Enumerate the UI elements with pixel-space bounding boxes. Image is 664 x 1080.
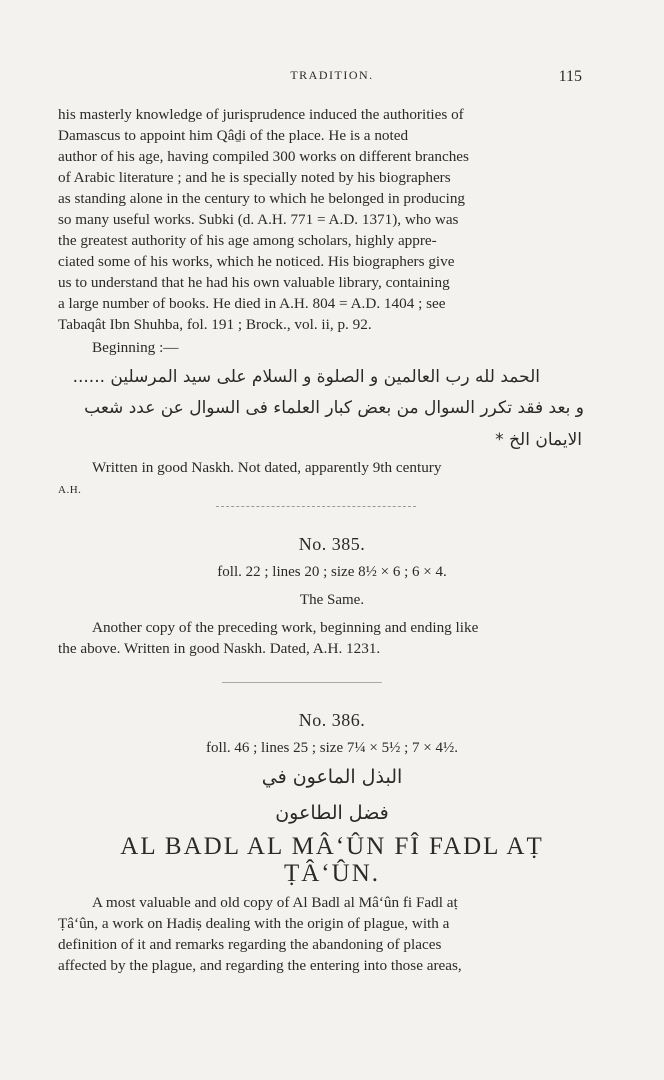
text-line: as standing alone in the century to which he belonged in producing <box>58 190 466 207</box>
text-line: affected by the plague, and regarding the entering into those areas, <box>58 957 462 974</box>
arabic-line: الايمان الخ * <box>495 430 582 450</box>
arabic-line: و بعد فقد تكرر السوال من بعض كبار العلماء فى السوال عن عدد شعب <box>84 398 584 418</box>
text-line: Another copy of the preceding work, beginning and ending like <box>92 619 479 636</box>
entry-details-385: foll. 22 ; lines 20 ; size 8½ × 6 ; 6 × 4. <box>217 564 447 580</box>
arabic-title-line-2: فضل الطاعون <box>275 802 389 824</box>
entry-title-385: The Same. <box>299 592 365 608</box>
separator-rule <box>216 506 416 507</box>
text-line: Damascus to appoint him Qâḏi of the place. He is a noted <box>58 127 409 144</box>
entry-number-385: No. 385. <box>298 534 366 554</box>
text-line: ciated some of his works, which he noticed. His biographers give <box>58 253 455 270</box>
entry-number-386: No. 386. <box>298 710 366 730</box>
arabic-line: الحمد لله رب العالمين و الصلوة و السلام على سيد المرسلين ...... <box>72 367 540 387</box>
arabic-title-line-1: البذل الماعون في <box>261 766 403 788</box>
text-line: of Arabic literature ; and he is specially noted by his biographers <box>58 169 451 186</box>
text-line: his masterly knowledge of jurisprudence induced the authorities of <box>58 106 464 123</box>
text-line: the greatest authority of his age among scholars, highly appre- <box>58 232 437 249</box>
work-title-line-1: AL BADL AL MÂ‘ÛN FÎ FADL AṬ <box>120 833 544 860</box>
text-line: author of his age, having compiled 300 works on different branches <box>58 148 469 165</box>
text-line: definition of it and remarks regarding the abandoning of places <box>58 936 442 953</box>
beginning-label: Beginning :— <box>92 339 179 356</box>
text-line: us to understand that he had his own valuable library, containing <box>58 274 450 291</box>
text-line: the above. Written in good Naskh. Dated, A.H. 1231. <box>58 640 381 657</box>
running-header: TRADITION. <box>290 68 374 82</box>
written-note: Written in good Naskh. Not dated, apparently 9th century <box>92 459 442 476</box>
page-number: 115 <box>558 68 582 85</box>
written-note-era: A.H. <box>58 484 82 496</box>
entry-details-386: foll. 46 ; lines 25 ; size 7¼ × 5½ ; 7 × 4½. <box>206 740 458 756</box>
text-line: a large number of books. He died in A.H. 804 = A.D. 1404 ; see <box>58 295 446 312</box>
work-title-line-2: ṬÂ‘ÛN. <box>283 860 380 887</box>
text-line: A most valuable and old copy of Al Badl al Mâ‘ûn fi Fadl aṭ <box>92 894 458 911</box>
text-line: so many useful works. Subki (d. A.H. 771 = A.D. 1371), who was <box>58 211 459 228</box>
separator-rule <box>222 682 382 683</box>
text-line: Ṭâ‘ûn, a work on Hadiṣ dealing with the origin of plague, with a <box>58 915 450 932</box>
text-line: Tabaqât Ibn Shuhba, fol. 191 ; Brock., vol. ii, p. 92. <box>58 316 372 333</box>
